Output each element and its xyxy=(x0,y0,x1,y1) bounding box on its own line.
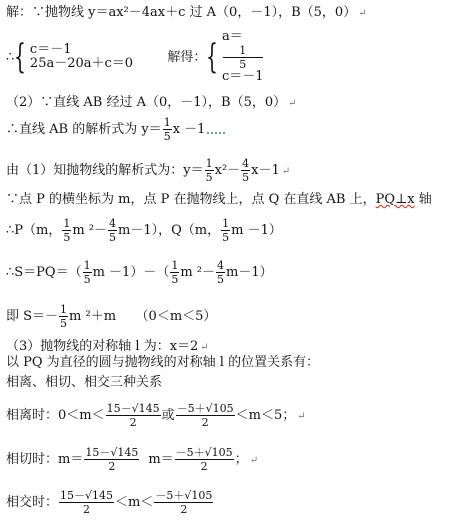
equation-system-1: c＝－1 25a－20a＋c＝0 xyxy=(29,41,134,72)
fraction: 1 5 xyxy=(223,45,263,70)
line-9: 即 S＝－ $\frac{1}{5}$ m ²＋m （0＜m＜5） xyxy=(6,303,217,330)
fraction: $\frac{15-√145}{2}$ xyxy=(60,489,114,516)
return-mark-icon: ↵ xyxy=(297,411,306,422)
line-10: （3）抛物线的对称轴 l 为：x＝2 ↵ xyxy=(6,339,209,354)
fraction: $\frac{4}{5}$ xyxy=(109,217,117,244)
edit-mark-icon xyxy=(207,126,225,134)
fraction: $\frac{4}{5}$ xyxy=(242,157,250,184)
return-mark-icon: ↵ xyxy=(200,342,209,353)
line-15: 相交时： $\frac{15-√145}{2}$ ＜m＜ $\frac{-5+√105}{2}$ xyxy=(6,489,213,516)
line-3: （2）∵直线 AB 经过 A（0，－1），B（5，0） ↵ xyxy=(6,95,297,110)
fraction: $\frac{1}{5}$ xyxy=(83,259,91,286)
line-4: ∴直线 AB 的解析式为 y＝ $\frac{1}{5}$ x －1 xyxy=(6,117,225,142)
left-brace-icon: { xyxy=(206,37,219,78)
fraction: $\frac{1}{5}$ xyxy=(163,116,171,143)
line-8: ∴S＝PQ＝（ $\frac{1}{5}$ m －1）－（ $\frac{1}{5}$ m ²－ $\frac{4}{5}$ m－1） xyxy=(6,259,273,286)
fraction: $\frac{-5+√105}{2}$ xyxy=(176,402,234,429)
return-mark-icon: ↵ xyxy=(249,455,259,466)
line-2-systems: ∴{ c＝－1 25a－20a＋c＝0 解得：{ a＝ 1 5 c＝－1 xyxy=(6,29,264,84)
fraction: $\frac{15-√145}{2}$ xyxy=(106,402,160,429)
line-6: ∵点 P 的横坐标为 m，点 P 在抛物线上，点 Q 在直线 AB 上，PQ⊥x 轴 xyxy=(6,192,432,207)
fraction: $\frac{1}{5}$ xyxy=(205,157,213,184)
line-1: 解：∵抛物线 y＝ax²－4ax＋c 过 A（0，－1），B（5，0） ↵ xyxy=(6,5,367,20)
fraction: $\frac{-5+√105}{2}$ xyxy=(175,446,233,473)
fraction: $\frac{4}{5}$ xyxy=(217,259,224,286)
fraction: $\frac{1}{5}$ xyxy=(63,217,71,244)
left-brace-icon: { xyxy=(14,37,27,78)
line-13: 相离时：0＜m＜ $\frac{15-√145}{2}$ 或 $\frac{-5+√105}{2}$ ＜m＜5； ↵ xyxy=(6,402,306,429)
line-12: 相离、相切、相交三种关系 xyxy=(6,375,163,390)
line-14: 相切时：m＝ $\frac{15-√145}{2}$ m＝ $\frac{-5+√105}{2}$ ； ↵ xyxy=(6,446,259,473)
fraction: $\frac{-5+√105}{2}$ xyxy=(155,489,213,516)
fraction: $\frac{1}{5}$ xyxy=(171,259,179,286)
return-mark-icon: ↵ xyxy=(281,166,291,177)
fraction: $\frac{15-√145}{2}$ xyxy=(85,446,139,473)
return-mark-icon: ↵ xyxy=(288,98,297,109)
line-7: ∴P（m， $\frac{1}{5}$ m ²－ $\frac{4}{5}$ m－1），Q（m， $\frac{1}{5}$ m －1） xyxy=(6,217,282,244)
return-mark-icon: ↵ xyxy=(358,8,367,19)
line-11: 以 PQ 为直径的圆与抛物线的对称轴 l 的位置关系有： xyxy=(6,355,320,370)
equation-system-2: a＝ 1 5 c＝－1 xyxy=(222,29,264,84)
fraction: $\frac{1}{5}$ xyxy=(222,217,230,244)
line-5: 由（1）知抛物线的解析式为：y＝ $\frac{1}{5}$ x²－ $\frac{4}{5}$ x－1 ↵ xyxy=(6,157,291,184)
fraction: $\frac{1}{5}$ xyxy=(60,303,68,330)
